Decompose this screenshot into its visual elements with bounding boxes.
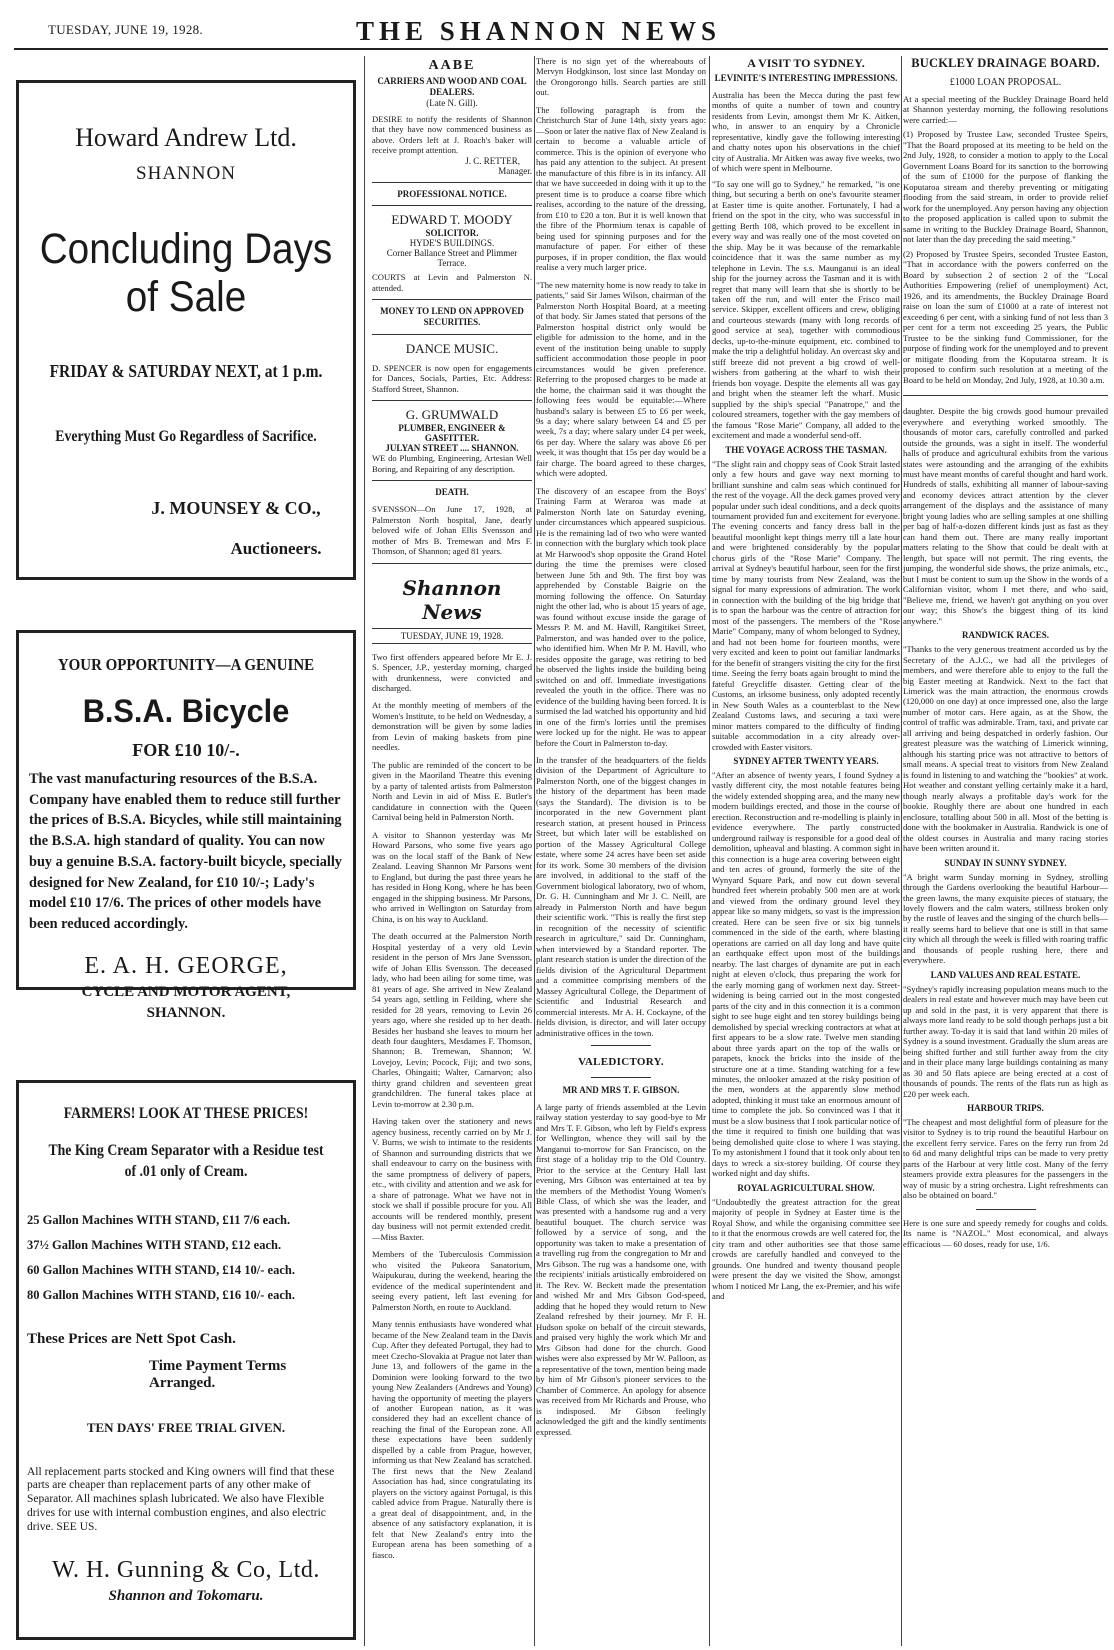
- notice-signature: J. C. RETTER,: [465, 155, 520, 166]
- death-notice: SVENSSON—On June 17, 1928, at Palmerston North hospital, Jane, dearly beloved wife of Johan Ellis Svensson and mother of Mrs B. Tremewan and Mrs F. Thomson, of Shannon; aged 81 years.: [372, 504, 532, 557]
- ad-firm-name: W. H. Gunning & Co, Ltd.: [52, 1556, 320, 1583]
- news-paragraph: Two first offenders appeared before Mr E. J. S. Spencer, J.P., yesterday morning, charged with drunkenness, were convicted and discharged.: [372, 651, 532, 693]
- ad-headline: FARMERS! LOOK AT THESE PRICES!: [63, 1105, 309, 1122]
- news-paragraph: Having taken over the stationery and news agency business, recently carried on by Mr J. V. Burns, we wish to intimate to the residents of Shannon and surrounding districts that we shall endeavour to carry on the business with the same promptness of delivery of papers, etc., with civility and attention and we ask for a share of patronage. What we have not in stock we shall if possible procure for you. All accounts will be rendered monthly, present day business will not permit extended credit.—Miss Baxter.: [372, 1116, 532, 1242]
- ad-price-item: 80 Gallon Machines WITH STAND, £16 10/- each.: [27, 1287, 295, 1302]
- divider: [372, 400, 532, 401]
- ad-firm-name: E. A. H. GEORGE,: [84, 952, 288, 979]
- divider: [372, 563, 532, 564]
- news-paragraph: "After an absence of twenty years, I found Sydney a vastly different city, the most notable features being the widely extended shopping area, and the many new modern buildings erected, and those in the course of erection. Reconstruction and re-modelling is plainly in evidence everywhere. The partly constructed underground railway is responsible for a good deal of demolition, upheaval and blasting. A common sight in this connection is a huge area covering between eight and ten acres of ground, formerly the site of the Wynyard Square Park, and now cut down several hundred feet wherein probably 500 men are at work and viewed from the ordinary ground level they appear like so many midgets, so vast is the impression created. Here can be seen five or six big tunnels commenced in the side of the earth, where blasting operations are carried on all day long and have quite an earthquake effect upon most of the buildings nearby. The last charges of dynamite are put in each night at eleven o'clock, thus preparing the work for the early morning gang of workmen next day. Street-widening is being carried out in the most congested parts of the city and in this connection it is a common sight to see huge eight and ten storey buildings being demolished by special wrecking contractors at what at first appears to be a slow rate. Twelve men standing about three yards apart on the top of the walls or parapets, knock the bricks into the inside of the structure one at a time. Standing watching for a few minutes, the onlooker amazed at the risky position of the men, wonders at the apparently slow method adopted, thinking it must take an enormous amount of time to complete the job. So convinced was I that it must be a slow business that I took particular notice of the time it required to finish one building that was being demolished quite close to where I was staying. To my astonishment I found that it took only about ten days to wreck a six-storey building. Of course they worked night and day shifts.: [712, 769, 900, 1179]
- article-subheading: LEVINITE'S INTERESTING IMPRESSIONS.: [714, 73, 898, 83]
- news-paragraph: "The cheapest and most delightful form of pleasure for the visitor to Sydney is to trip round the beautiful Harbour on the excellent ferry service. Fares on the ferry run from 2d to 6d and many delightful trips can be made to very pretty parts of the Harbour at very little cost. Many of the ferry steamers provide extra pleasures for the passengers in the way of music by a string orchestra. Light refreshments can also be obtained on board.": [903, 1116, 1108, 1201]
- ad-headline-line: of Sale: [125, 273, 247, 322]
- divider: [591, 1077, 651, 1078]
- news-paragraph: Many tennis enthusiasts have wondered what became of the New Zealand team in the Davis Cup. After they defeated Portugal, they had to meet Czecho-Slovakia at Prague not later than June 13, and followers of the game in the Dominion were looking forward to the two young New Zealanders (Andrews and Young) having the opportunity of meeting the players of another European nation, as it was considered they had an excellent chance of reaching the final of the European zone. All these expectations have been suddenly dispelled by a cable from Prague, however, informing us that New Zealand has scratched. The first news that the New Zealand Association has had, since congratulating its players on the victory against Portugal, is this cabled advice from Prague. Naturally there is a great deal of disappointment, and, in the absence of any satisfactory explanation, it is felt that New Zealand's entry into the European arena has been something of a fiasco.: [372, 1319, 532, 1560]
- divider: [372, 205, 532, 206]
- newspaper-title: THE SHANNON NEWS: [356, 16, 722, 46]
- divider: [372, 182, 532, 183]
- article-subheading: MR AND MRS T. F. GIBSON.: [562, 1084, 680, 1095]
- ad-price: FOR £10 10/-.: [132, 740, 240, 760]
- news-paragraph: The public are reminded of the concert to be given in the Maoriland Theatre this evening by a party of talented artists from Palmerston North and Levin in aid of Miss E. Butler's candidature in connection with the Queen Carnival being held in Palmerston North.: [372, 759, 532, 823]
- news-paragraph: daughter. Despite the big crowds good humour prevailed everywhere and everything worked smoothly. The thousands of motor cars, carefully controlled and parked outside the grounds, was a sight in itself. The wonderful halls of produce and agricultural exhibits from the various states were astounding and the arranging of the exhibits must have meant months of careful thought and hard work. Hundreds of stalls, exhibiting all manner of labour-saving and economy devices attract attention by the clever arrangement of the displays and the assistance of many bright young ladies who are selling samples at one shilling per bag of half-a-dozen different kinds just as fast as they can hand them out. There are many really important matters relating to the Show that could be dealt with at length, but space will not permit. The ring events, the jumping, the wonderful side shows, the prize animals, etc., but I must be content to sum up the Show in the words of a Californian visitor, whom I met there, and who said, "Believe me, friend, we haven't got anything on you over our way; this Show's the biggest thing of its kind anywhere.": [903, 406, 1108, 626]
- ad-places: Shannon and Tokomaru.: [108, 1587, 264, 1604]
- section-heading: DEATH.: [435, 487, 469, 498]
- article-subheading: SUNDAY IN SUNNY SYDNEY.: [944, 857, 1067, 868]
- news-paragraph: "The slight rain and choppy seas of Cook Strait lasted only a few hours and gave way next morning to brilliant sunshine and calm seas which continued for the rest of the voyage. All the deck games proved very popular under such ideal conditions, and a deck quoits tournament provided fun and excitement for everyone. The evening concerts and fancy dress ball in the beautiful moonlight kept things merry till a late hour and were brightened considerably by the popular chorus girls of the "Rose Marie" Company. The arrival at Sydney's beautiful harbour, seen for the first time by many tourists from New Zealand, was the signal for many expressions of admiration. The work in connection with the building of the big bridge that is to span the harbour was the centre of attraction for most of the passengers. The members of the "Rose Marie" Company, many of whom belonged to Sydney, and had not been home for fourteen months, were very excited and keen to point out familiar landmarks for the benefit of strangers visiting the city for the first time. Seeing the ferry boats again brought to mind the fateful Greycliffe disaster. Getting clear of the Customs, an irksome business, only adopted recently in New South Wales as a counterblast to the New Zealand Customs laws, and securing a taxi were minor matters compared to the difficulty of finding suitable accommodation in a city already over-crowded with Easter visitors.: [712, 458, 900, 752]
- ad-brand: B.S.A. Bicycle: [82, 693, 290, 729]
- article-subheading: LAND VALUES AND REAL ESTATE.: [930, 969, 1081, 980]
- ad-howard-andrew: [16, 80, 356, 580]
- column-3: [536, 56, 706, 1650]
- notice-sub-note: (Late N. Gill).: [426, 97, 478, 108]
- notice-title: DANCE MUSIC.: [405, 340, 499, 356]
- ad-auctioneer-role: Auctioneers.: [230, 539, 322, 559]
- article-subheading: RANDWICK RACES.: [961, 630, 1049, 641]
- news-paragraph: A visitor to Shannon yesterday was Mr Howard Parsons, who some five years ago was on the local staff of the Bank of New Zealand. Leaving Shannon Mr Parsons went to England, but during the past three years he has resided in Hong Kong, where he has been engaged in the shipping business. Mr Parsons, who arrived in Wellington on Saturday from China, is on his way to Auckland.: [372, 829, 532, 924]
- divider: [372, 299, 532, 300]
- remedy-notice: Here is one sure and speedy remedy for coughs and colds. Its name is "NAZOL." Most economical, and always efficacious — 60 doses, ready for use, 1/6.: [903, 1217, 1108, 1249]
- ad-cream-line: The King Cream Separator with a Residue test of .01 only of Cream.: [48, 1142, 324, 1180]
- news-paragraph: Australia has been the Mecca during the past few months of quite a number of town and country residents from Levin, amongst them Mr K. Aitken, who, in answer to an enquiry by a Chronicle representative, kindly gave the following interesting and chatty notes upon his observations in the chief city of Australia. Mr Aitken was away five weeks, two of which were spent in Melbourne.: [712, 89, 900, 174]
- news-paragraph: "To say one will go to Sydney," he remarked, "is one thing, but securing a berth on one's favourite steamer at Easter time is quite another. Fortunately, I had a friend on the spot in the city, who was successful in getting Berth 108, which proved to be excellent in every way and was really one of the most coveted on the ship. May be it was because of the remarkable coincidence that it was the same number as my telephone in Levin. The s.s. Maunganui is an ideal ship for the journey across the Tasman and it is with regret that many will learn that she is shortly to be taken off the run, and will enter the Frisco mail service. Skipper, excellent officers and crew, obliging and courteous stewards (many with long records of good service at sea), together with commodious decks, up-to-the-minute equipment, etc. combined to make the trip a delightful holiday. An overcast sky and stiff breeze did not prevent a big crowd of well-wishers from gathering at the wharf to wish their friends bon voyage. Despite the elements all was gay and bright when the steamer left the wharf. Music supplied by the ship's special "Panatrope," and the coloured streamers, together with the gay members of the famous "Rose Marie" Company, all added to the excitement and made a wonderful send-off.: [712, 178, 900, 441]
- news-paragraph: A large party of friends assembled at the Levin railway station yesterday to say good-bye to Mr and Mrs T. F. Gibson, who left by Field's express for Wellington, whence they will sail by the Manganui to-morrow for San Francisco, on the first stage of a holiday trip to the Old Country. Prior to the service at the Century Hall last evening, Mrs Gibson was entertained at tea by the members of the Methodist Young Women's Bible Class, of which she was the leader, and was presented with a handsome rug and a very beautiful bouquet. The church service was followed by a service of song, and the opportunity was taken to make a presentation of a travelling rug from the congregation to Mr and Mrs Gibson. The rug was a handsome one, with the recipients' initials artistically embroidered on it. The Rev. W. Beckett made the presentation and wished Mr and Mrs Gibson God-speed, adding that he hoped they would return to New Zealand refreshed by their journey. Mr F. H. Hudson spoke on behalf of the circuit stewards, and praised very highly the work which Mr and Mrs Gibson had done for the church. Good wishes were also expressed by Mr W. Palloon, as a representative of the town, mention being made by him of Mr Gibson's pioneer services to the Chamber of Commerce. An apology for absence was received from Mr Richards and Prouse, who is indisposed. Mr Gibson feelingly acknowledged the gift and the kindly sentiments expressed.: [536, 1101, 706, 1437]
- news-paragraph: At a special meeting of the Buckley Drainage Board held at Shannon yesterday morning, the following resolutions were carried:—: [903, 94, 1108, 125]
- article-subheading: THE VOYAGE ACROSS THE TASMAN.: [725, 444, 887, 455]
- news-paragraph: "Undoubtedly the greatest attraction for the great majority of people in Sydney at Easter time is the Royal Show, and while the organising committee see to it that the enormous crowds are well catered for, the city tram and other authorities see that those same crowds are carefully handled and conveyed to the grounds. One hundred and twenty thousand people were present the day we visited the Show, amongst whom I noticed Mr Lang, the ex-Premier, and his wife and: [712, 1196, 900, 1301]
- article-subheading: SYDNEY AFTER TWENTY YEARS.: [733, 756, 879, 767]
- inner-date: TUESDAY, JUNE 19, 1928.: [372, 628, 532, 644]
- ad-body: The vast manufacturing resources of the B.S.A. Company have enabled them to reduce still further the prices of B.S.A. Bicycles, while still maintaining the B.S.A. high standard of quality. You can now buy a genuine B.S.A. factory-built bicycle, specially designed for New Zealand, for £10 10/-; Lady's model £10 17/6. The prices of other models have been reduced accordingly.: [29, 771, 342, 933]
- column-rule: [709, 56, 710, 1646]
- issue-date: TUESDAY, JUNE 19, 1928.: [48, 22, 203, 37]
- section-heading: PROFESSIONAL NOTICE.: [397, 188, 507, 199]
- ad-town: SHANNON: [136, 163, 236, 184]
- ad-town: SHANNON.: [146, 1004, 226, 1021]
- column-4: [712, 56, 900, 1650]
- ad-price-item: 25 Gallon Machines WITH STAND, £11 7/6 each.: [27, 1212, 291, 1227]
- news-paragraph: "Sydney's rapidly increasing population means much to the dealers in real estate and however much may have been cut up and sold in the past, it is very apparent that there is always more land ready to be sold though perhaps just a bit further away. To-day it is said that land within 20 miles of Sydney is a sound investment. Gradually the slum areas are being shifted further and still further away from the city and in their place many large buildings containing as many as 30 and 50 flats apiece are being erected at a cost of thousands of pounds. The rents of the flats run as high as £20 per week each.: [903, 983, 1108, 1099]
- article-heading: BUCKLEY DRAINAGE BOARD.: [911, 56, 1100, 70]
- notice-signature-role: Manager.: [498, 165, 532, 176]
- divider: [976, 1209, 1036, 1210]
- news-paragraph: "A bright warm Sunday morning in Sydney, strolling through the Gardens overlooking the beautiful Harbour—the green lawns, the many exquisite pieces of statuary, the lovely flowers and the calm waters, stillness broken only by the rustle of leaves and the singing of the church bells—it really seems hard to believe that one is still in that same city which all through the week is filled with roaring traffic and thousands of people rushing here, there and everywhere.: [903, 871, 1108, 966]
- ad-gunning: [16, 1080, 356, 1640]
- column-5: [903, 56, 1108, 1650]
- ad-tagline: Everything Must Go Regardless of Sacrifice.: [55, 428, 317, 446]
- masthead: [0, 0, 1114, 46]
- notice-body: COURTS at Levin and Palmerston N. attended.: [372, 272, 532, 293]
- ad-auctioneer: J. MOUNSEY & CO.,: [151, 498, 321, 519]
- ad-price-item: 60 Gallon Machines WITH STAND, £14 10/- each.: [27, 1262, 295, 1277]
- ad-sale-days: FRIDAY & SATURDAY NEXT, at 1 p.m.: [49, 361, 323, 382]
- notice-address: JULYAN STREET .... SHANNON.: [385, 443, 519, 454]
- notice-role: PLUMBER, ENGINEER & GASFITTER.: [398, 423, 506, 444]
- news-paragraph: (2) Proposed by Trustee Speirs, seconded Trustee Easton, "That in accordance with the powers conferred on the Board by subsection 2 of section 2 of the "Local Authorities Empowering (relief of unemployment) Act, 1926, and its amendments, the Buckley Drainage Board raise on loan the sum of £1000 at a rate of interest not exceeding 6 per cent, with a sinking fund of not less than 3 per cent for a term not exceeding 25 years, the Public Trustee to be the sinking fund Commissioner, for the purpose of finding work for the unemployed and to prevent or mitigate flooding from the Koputaroa stream. It is proposed to confirm such resolution at a meeting of the Board to be held on Monday, 2nd July, 1928, at 10.30 a.m.: [903, 248, 1108, 385]
- news-paragraph: The discovery of an escapee from the Boys' Training Farm at Weraroa was made at Palmerston North late on Saturday evening, under circumstances which appeared suspicious. He is the remaining lad of two who were wanted in connection with the burglary which took place at Mr Harwood's shop opposite the Grand Hotel during the time the premises were closed between June 5th and 9th. The first boy was apprehended by Constable Baigrie on the morning following the offence. On Saturday night the other lad, who is about 15 years of age, was found without excuse inside the garage of Messrs P. M. and M. Havill, Rangitikei Street, Palmerston, and was handed over to the police, who identified him. When Mr P. M. Havill, who resides opposite the garage, was retiring to bed he observed the lights inside the building being switched on and off. Immediate investigations revealed the youth in the office. There was no evidence of the building having been forced. It is surmised the lad watched his opportunity and hid in one of the firm's lorries until the premises were locked up for the night. He was to appear before the Court in Palmerston to-day.: [536, 485, 706, 748]
- notice-subtitle: CARRIERS AND WOOD AND COAL DEALERS.: [377, 76, 527, 97]
- ad-bsa-bicycle: [16, 630, 356, 1021]
- notice-address: Corner Ballance Street and Plimmer Terrace.: [386, 248, 518, 269]
- news-paragraph: The following paragraph is from the Christchurch Star of June 14th, sixty years ago:—Soon or later the native flax of New Zealand is certain to become a valuable article of commerce. This is the opinion of everyone who has paid any attention to the subject. At present the manufacture of this fibre is in its infancy. All that we have succeeded in doing with it up to the present time is to produce a coarse fibre which realises, according to the nature of the dressing, from £10 to £20 a ton. But it is well known that the fibre of the Phormium tenax is capable of being used for spinning purposes and for the manufacture of paper. For either of these purposes, if in proper condition, the flax would realise a very much larger price.: [536, 104, 706, 273]
- divider: [903, 395, 1108, 396]
- ad-firm-sub: CYCLE AND MOTOR AGENT,: [81, 983, 291, 1000]
- column-rule: [901, 56, 902, 1646]
- divider: [591, 1045, 651, 1046]
- news-paragraph: "Thanks to the very generous treatment accorded us by the Secretary of the A.J.C., we had all the privileges of members, and were therefore able to enjoy to the full the big Easter meeting at Randwick. Next to the fact that Limerick was the main attraction, the enormous crowds (120,000 on one day) at once impressed one, also the large number of motor cars. Here again, as at the Show, the control of traffic was admirable. Tram, taxi, and private car all arriving and being despatched in orderly fashion. Our greatest pleasure was the watching of Limerick winning, although his starting price was not attractive to bettors of small means. A special treat to visitors from New Zealand is found in listening to and watching the "bookies" at work. Hot weather and constant yelling certainly make it a hard, though nearly always a profitable day's work for the bookie. Roughly there are about one hundred in each enclosure, totalling about 500 in all. Most of the betting is done with the bookmaker in Australia. Randwick is one of the oldest courses in Australia and many racing stories have been written around it.: [903, 644, 1108, 854]
- article-heading: A VISIT TO SYDNEY.: [747, 56, 865, 70]
- article-subheading: HARBOUR TRIPS.: [967, 1103, 1044, 1114]
- ad-headline: [36, 225, 337, 321]
- news-paragraph: "The new maternity home is now ready to take in patients," said Sir James Wilson, chairman of the Palmerston North Hospital Board, at a meeting of that body. Sir James stated that persons of the Palmerston hospital district only would be eligible for admission to the home, and in the event of the institution being unable to supply sufficient accommodation those people in poor circumstances would be given preference. Referring to the proposed charges to be made at the home, the chairman said it was thought the following fees would be equitable:—Where husband's salary is between £5 to £6 per week, 9s a day; where salary between £4 and £5 per week, 7s a day; where salary under £4 per week, 6s per day. Where the salary was above £6 per week, it was thought that 15s per day would be a fair charge. The board agreed to these charges, which were adopted.: [536, 279, 706, 479]
- notice-name: EDWARD T. MOODY: [391, 212, 513, 228]
- notice-body: WE do Plumbing, Engineering, Artesian Well Boring, and Repairing of any description.: [372, 453, 532, 474]
- article-heading: VALEDICTORY.: [578, 1056, 664, 1069]
- news-paragraph: There is no sign yet of the whereabouts of Mervyn Hodgkinson, lost since last Monday on the Orongorongo hills. Search parties are still out.: [536, 56, 706, 98]
- divider: [372, 480, 532, 481]
- section-heading: MONEY TO LEND ON APPROVED SECURITIES.: [380, 306, 524, 328]
- ad-price-item: 37½ Gallon Machines WITH STAND, £12 each.: [27, 1237, 282, 1252]
- notice-name: G. GRUMWALD: [405, 407, 499, 423]
- news-paragraph: Members of the Tuberculosis Commission who visited the Pukeora Sanatorium, Waipukurau, during the weekend, hearing the evidence of the medical superintendent and seeing every patient, left last evening for Palmerston North, en route to Auckland.: [372, 1249, 532, 1312]
- article-subheading: £1000 LOAN PROPOSAL.: [949, 77, 1062, 88]
- ad-headline-line: Concluding Days: [39, 225, 333, 273]
- notice-body: DESIRE to notify the residents of Shannon that they have now commenced business as above. Orders left at J. Roach's baker will receive prompt attention.: [372, 113, 532, 156]
- ad-time-payment: Time Payment Terms Arranged.: [149, 1357, 287, 1391]
- ad-parts: All replacement parts stocked and King owners will find that these parts are cheaper than replacement parts of any other make of Separator. All machines splash lubricated. We also have Flexible drives for use with internal combustion engines, and also electric drive. SEE US.: [27, 1465, 335, 1533]
- column-rule: [534, 56, 535, 1646]
- column-rule: [364, 56, 365, 1646]
- ad-nett: These Prices are Nett Spot Cash.: [27, 1330, 236, 1347]
- news-paragraph: At the monthly meeting of members of the Women's Institute, to be held on Wednesday, a demonstration will be given by some ladies from Levin of making baskets from pine needles.: [372, 700, 532, 753]
- column-2: [372, 56, 532, 1650]
- inner-masthead: Shannon News: [402, 575, 502, 624]
- notice-building: HYDE'S BUILDINGS.: [409, 238, 495, 249]
- ad-price-list: [19, 1183, 353, 1303]
- notice-body: D. SPENCER is now open for engagements for Dances, Socials, Parties, Etc. Address: Stafford Street, Shannon.: [372, 362, 532, 394]
- ad-trial: TEN DAYS' FREE TRIAL GIVEN.: [86, 1419, 286, 1435]
- divider: [372, 334, 532, 335]
- ad-opportunity: YOUR OPPORTUNITY—A GENUINE: [57, 655, 315, 674]
- notice-role: SOLICITOR.: [425, 228, 479, 239]
- news-paragraph: In the transfer of the headquarters of the fields division of the Department of Agriculture to Palmerston North, one of the biggest changes in the history of the department has been made (says the Standard). The division is to be incorporated in the new Government plant research station, at present housed in Princess Street, but which later will be established on portion of the Massey Agricultural College estate, where some 24 acres have been set aside for its work. Some 30 members of the division are involved, in additional to the staff of the Government biological laboratory, two of whom, Dr. G. H. Cunningham and Mr J. C. Neill, are already in Palmerston North and have begun their scientific work. "This is really the first step in recognition of the necessity of scientific research in agriculture," said Dr. Cunningham, when interviewed by a Standard reporter. The plant research station is under the direction of the fields division of the Agricultural Department and a committee comprising members of the Massey Agricultural College, the Department of Scientific and Industrial Research and commercial interests. Mr A. H. Cockayne, of the fields division, is director, and will later occupy administrative offices in the town.: [536, 755, 706, 1038]
- notice-title: AABE: [428, 58, 476, 73]
- news-paragraph: (1) Proposed by Trustee Law, seconded Trustee Speirs, "That the Board proposed at its meeting to be held on the 2nd July, 1928, to consider a motion to apply to the Local Government Loans Board for its sanction to the borrowing of the sum of £1000 for the purpose of flanking the Koputaroa stream and thereby preventing or mitigating flooding from the said stream, in order to provide relief work for the unemployed. Any person having any objection to the proposed application is called upon to submit the same in writing to the Buckley Drainage Board, Shannon, not later than the day preceding the said meeting.": [903, 129, 1109, 245]
- news-paragraph: The death occurred at the Palmerston North Hospital yesterday of a very old Levin resident in the person of Mrs Jane Svensson, wife of Johan Ellis Svensson. The deceased lady, who had been ailing for some time, was 81 years of age. She arrived in New Zealand 54 years ago, settling in Feilding, where she resided for 28 years, removing to Levin 26 years ago, where she resided up to her death. Besides her husband she leaves to mourn her death four daughters, Mesdames F. Thomson, Shannon; B. Tremewan, Shannon; W. Lovejoy, Levin; Pocock, Fiji; and two sons, Charles, Ohingaiti; Walter, Carnarvon; also thirty grand children and seventeen great grandchildren. The funeral takes place at Levin to-morrow at 2.30 p.m.: [372, 931, 532, 1109]
- article-subheading: ROYAL AGRICULTURAL SHOW.: [737, 1182, 875, 1193]
- masthead-rule: [14, 48, 1108, 50]
- ad-firm-name: Howard Andrew Ltd.: [75, 123, 297, 152]
